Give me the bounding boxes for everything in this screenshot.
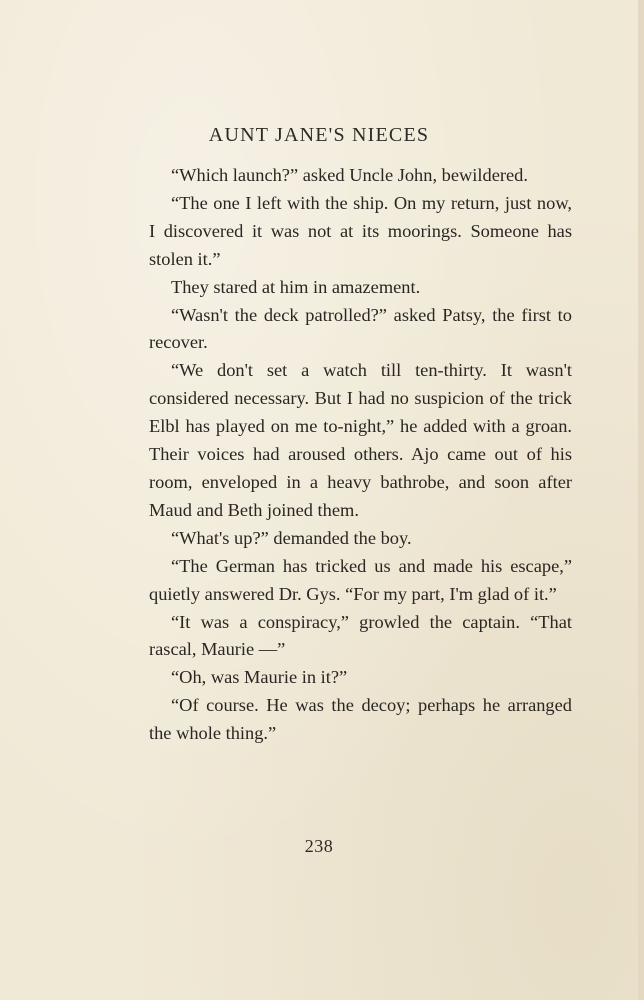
running-title: AUNT JANE'S NIECES [208, 124, 430, 146]
paragraph-9: “Oh, was Maurie in it?” [171, 667, 348, 688]
paragraph-5: “We don't set a watch till ten-thirty. It wasn't considered necessary. But I had no suspicion of the trick Elbl has played on me to-night,” he added with a groan. Their voices had aroused others. Ajo came out of his room, enveloped in a heavy bathrobe, and soon after Maud and Beth joined them. [149, 360, 572, 520]
paragraph-4: “Wasn't the deck patrolled?” asked Patsy, the first to recover. [149, 304, 572, 353]
paragraph-7: “The German has tricked us and made his escape,” quietly answered Dr. Gys. “For my part, I'm glad of it.” [149, 555, 572, 604]
page-number: 238 [304, 836, 334, 856]
paragraph-6: “What's up?” demanded the boy. [171, 527, 412, 548]
paragraph-3: They stared at him in amazement. [171, 276, 421, 297]
paragraph-2: “The one I left with the ship. On my return, just now, I discovered it was not at its moorings. Someone has stolen it.” [149, 192, 572, 269]
paragraph-1: “Which launch?” asked Uncle John, bewildered. [171, 165, 528, 185]
paragraph-8: “It was a conspiracy,” growled the captain. “That rascal, Maurie —” [149, 611, 572, 660]
body-text [149, 162, 572, 748]
paragraph-10: “Of course. He was the decoy; perhaps he arranged the whole thing.” [149, 695, 572, 744]
